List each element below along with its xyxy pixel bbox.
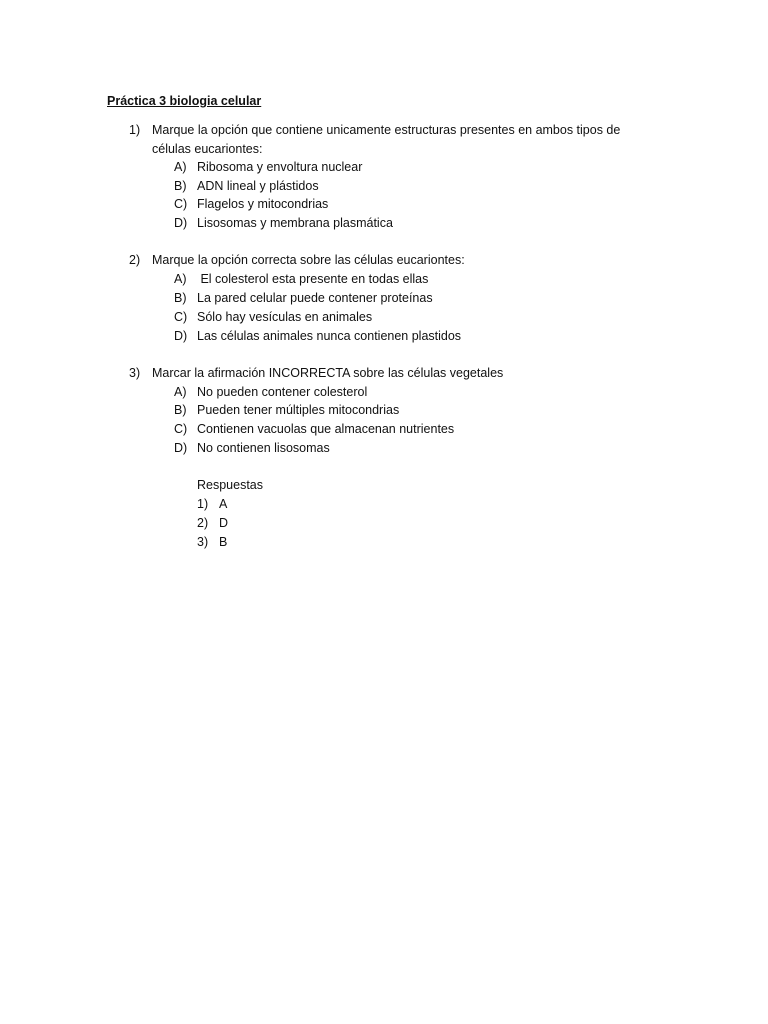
option-text: La pared celular puede contener proteínas — [197, 291, 433, 305]
answer-number: 2) — [197, 516, 209, 530]
option-letter: D) — [174, 441, 188, 455]
answer-value: D — [219, 516, 229, 530]
question-text: Marcar la afirmación INCORRECTA sobre las células vegetales — [152, 366, 504, 380]
option-letter: C) — [174, 422, 188, 436]
option-text: Contienen vacuolas que almacenan nutrientes — [197, 422, 455, 436]
option-text: Ribosoma y envoltura nuclear — [197, 160, 363, 174]
answer-number: 3) — [197, 535, 209, 549]
question-text: Marque la opción que contiene unicamente estructuras presentes en ambos tipos de células eucariontes: — [152, 123, 621, 156]
option-letter: B) — [174, 291, 187, 305]
option-letter: D) — [174, 216, 188, 230]
option-letter: A) — [174, 160, 187, 174]
option-letter: B) — [174, 179, 187, 193]
page-title: Práctica 3 biologia celular — [107, 94, 262, 108]
answer-value: B — [219, 535, 228, 549]
question-text: Marque la opción correcta sobre las células eucariontes: — [152, 253, 465, 267]
option-text: Sólo hay vesículas en animales — [197, 310, 373, 324]
question-number: 3) — [129, 366, 141, 380]
option-text: El colesterol esta presente en todas ellas — [197, 272, 429, 286]
option-letter: C) — [174, 310, 188, 324]
option-letter: C) — [174, 197, 188, 211]
option-text: Lisosomas y membrana plasmática — [197, 216, 393, 230]
answer-number: 1) — [197, 497, 209, 511]
option-letter: D) — [174, 329, 188, 343]
option-text: Flagelos y mitocondrias — [197, 197, 329, 211]
answer-value: A — [219, 497, 228, 511]
option-text: No contienen lisosomas — [197, 441, 330, 455]
option-letter: B) — [174, 403, 187, 417]
option-text: Pueden tener múltiples mitocondrias — [197, 403, 400, 417]
option-letter: A) — [174, 385, 187, 399]
option-text: ADN lineal y plástidos — [197, 179, 319, 193]
option-letter: A) — [174, 272, 187, 286]
answers-title: Respuestas — [197, 478, 264, 492]
question-number: 2) — [129, 253, 141, 267]
option-text: Las células animales nunca contienen plastidos — [197, 329, 462, 343]
question-number: 1) — [129, 123, 141, 137]
option-text: No pueden contener colesterol — [197, 385, 368, 399]
